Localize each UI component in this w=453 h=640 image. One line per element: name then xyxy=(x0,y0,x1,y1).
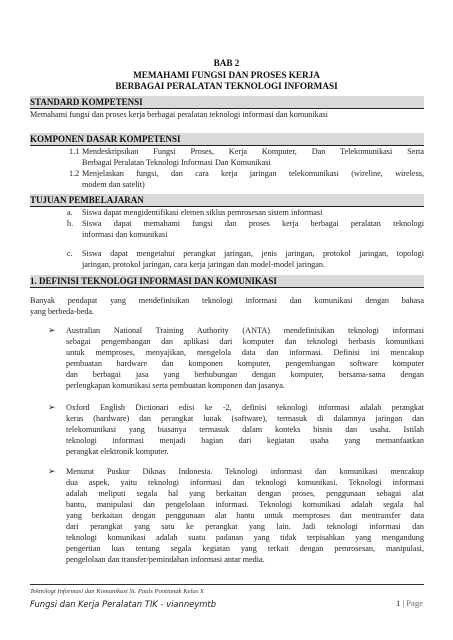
kompetensi-item-number: 1.2 xyxy=(69,169,80,178)
kompetensi-item-line: Berbagai Peralatan Teknologi Informasi Dan Komunikasi xyxy=(82,158,271,167)
point-line: adalah meliputi segala hal yang berkaitan dengan proses, penggunaan sebagai alat xyxy=(66,489,424,498)
point-line: sebagai pengembangan dan aplikasi dari komputer dan teknologi berbasis komunikasi xyxy=(66,337,424,346)
page-separator: | xyxy=(402,598,405,608)
kompetensi-item-line: Mendeskripsikan Fungsi Proses, Kerja Komputer, Dan Telekomunikasi Serta xyxy=(82,147,424,156)
tujuan-item-letter: c. xyxy=(67,249,73,258)
point-line: perangkat elektronik komputer. xyxy=(66,447,169,456)
point-line: perlengkapan komunikasi serta pembuatan komponen dan jasanya. xyxy=(66,381,285,390)
heading-standar-kompetensi: STANDARD KOMPETENSI xyxy=(30,97,143,107)
point-line: untuk memproses, menyajikan, mengelola data dan informasi. Definisi ini mencakup xyxy=(66,348,424,357)
point-line: pembuatan hardware dan komponen komputer, pengembangan software komputer xyxy=(66,359,424,368)
heading-komponen-dasar: KOMPONEN DASAR KOMPETENSI xyxy=(30,134,181,144)
tujuan-item-line: informasi dan komunikasi xyxy=(82,230,168,239)
tujuan-item-letter: a. xyxy=(67,208,73,217)
kompetensi-item-line: modem dan satelit) xyxy=(82,180,145,189)
standar-text: Memahami fungsi dan proses kerja berbagai peralatan teknologi informasi dan komunikasi xyxy=(30,110,328,119)
point-line: pengelolaan dan transfer/pemindahan informasi antar media. xyxy=(66,555,265,564)
arrow-bullet-icon: ➢ xyxy=(48,402,56,412)
point-line: teknologi komunikasi adalah suatu padanan yang tidak terpisahkan yang mengandung xyxy=(66,533,424,542)
kompetensi-item-line: Menjelaskan fungsi, dan cara kerja jaringan telekomunikasi (wireline, wireless, xyxy=(82,169,424,178)
point-line: yang berkaitan dengan penggunaan alat bantu untuk memproses dan mentransfer data xyxy=(66,511,424,520)
point-line: dan berbagai jasa yang berhubungan dengan komputer, bersama-sama dengan xyxy=(66,370,424,379)
page-number xyxy=(396,598,423,608)
point-line: bantu, manipulasi dan pengelolaan informasi. Teknologi komunikasi adalah segala hal xyxy=(66,500,424,509)
tujuan-item-letter: b. xyxy=(67,219,74,228)
point-line: Oxford English Dictionari edisi ke -2, definisi teknologi informasi adalah perangkat xyxy=(66,403,424,412)
intro-line: yang berbeda-beda. xyxy=(30,307,95,316)
footer-doc-title: Fungsi dan Kerja Peralatan TIK - vianneymtb xyxy=(30,599,217,609)
point-line: telekomunikasi yang biasanya termasuk dalam konteks bisnis dan usaha. Istilah xyxy=(66,425,424,434)
page-number-value: 1 xyxy=(395,598,401,608)
arrow-bullet-icon: ➢ xyxy=(48,466,56,476)
tujuan-item-line: Siswa dapat memahami fungsi dan proses kerja berbagai peralatan teknologi xyxy=(82,219,424,228)
footer-rule xyxy=(30,584,424,585)
arrow-bullet-icon: ➢ xyxy=(48,325,56,335)
tujuan-item-line: Siswa dapat mengetahui perangkat jaringan, jenis jaringan, protokol jaringan, topologi xyxy=(82,249,424,258)
heading-tujuan-pembelajaran: TUJUAN PEMBELAJARAN xyxy=(30,195,144,205)
point-line: dari perangkat yang satu ke perangkat yang lain. Jadi teknologi informasi dan xyxy=(66,522,424,531)
point-line: dua aspek, yaitu teknologi informasi dan teknologi komunikasi. Teknologi informasi xyxy=(66,478,424,487)
point-line: Menurut Puskur Diknas Indonesia. Teknologi informasi dan komunikasi mencakup xyxy=(66,467,424,476)
kompetensi-item-number: 1.1 xyxy=(69,147,80,156)
point-line: Australian National Training Authority (ANTA) mendefinisikan teknologi informasi xyxy=(66,326,424,335)
point-line: teknologi informasi menjadi bagian dari kegiatan usaha yang memanfaatkan xyxy=(66,436,424,445)
point-line: pengertian luas tentang segala kegiatan yang terkait dengan pemrosesan, manipulasi, xyxy=(66,544,424,553)
heading-definisi-tik: 1. DEFINISI TEKNOLOGI INFORMASI DAN KOMUNIKASI xyxy=(30,276,277,286)
chapter-title-line1: MEMAHAMI FUNGSI DAN PROSES KERJA xyxy=(133,70,320,80)
intro-line: Banyak pendapat yang mendefinisikan teknologi informasi dan komunikasi dengan bahasa xyxy=(30,296,424,305)
tujuan-item-line: Siswa dapat mengidentifikasi elemen siklus pemrosesan sistem informasi xyxy=(82,208,323,217)
footer-school-line: Teknologi Informasi dan Komunikasi St. Pauls Pontianak Kelas X xyxy=(30,588,204,595)
tujuan-item-line: jaringan, protokol jaringan, cara kerja jaringan dan model-model jaringan. xyxy=(82,260,326,269)
chapter-title-line2: BERBAGAI PERALATAN TEKNOLOGI INFORMASI xyxy=(115,81,338,91)
page-word: Page xyxy=(406,598,423,608)
point-line: keras (hardware) dan perangkat lunak (software), termasuk di dalamnya jaringan dan xyxy=(66,414,424,423)
chapter-number: BAB 2 xyxy=(213,58,240,68)
